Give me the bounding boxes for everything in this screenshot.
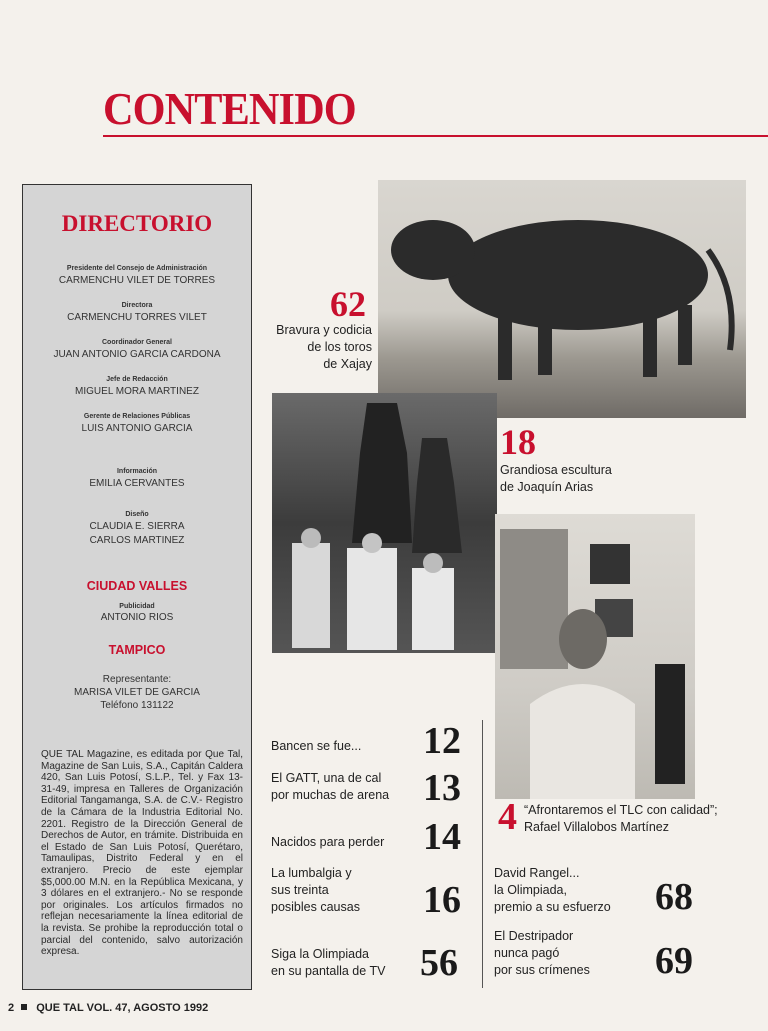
- toc-line: nunca pagó: [494, 946, 560, 960]
- toc-line: La lumbalgia y: [271, 866, 352, 880]
- portrait-photo: [495, 514, 695, 799]
- toc-page-number: 14: [423, 816, 461, 858]
- directory-role: Gerente de Relaciones Públicas: [83, 413, 191, 420]
- directory-name: CARMENCHU VILET DE TORRES: [58, 275, 216, 286]
- directory-role: Coordinador General: [101, 339, 172, 346]
- toc-page-number: 16: [423, 879, 461, 921]
- portrait-icon: [495, 514, 695, 799]
- toc-line: sus treinta: [271, 883, 329, 897]
- square-icon: [21, 1004, 27, 1010]
- directory-phone: Teléfono 131122: [100, 700, 174, 711]
- directory-name: EMILIA CERVANTES: [89, 478, 185, 489]
- feature-page-number: 62: [330, 284, 366, 324]
- toc-line: David Rangel...: [494, 866, 580, 880]
- toc-line: El Destripador: [494, 929, 574, 943]
- directory-name: JUAN ANTONIO GARCIA CARDONA: [53, 349, 221, 360]
- toc-entry-text[interactable]: [271, 865, 360, 916]
- toc-line: por muchas de arena: [271, 788, 390, 802]
- caption-line: de Joaquín Arias: [500, 480, 594, 494]
- toc-line: premio a su esfuerzo: [494, 900, 611, 914]
- toc-entry-text[interactable]: [494, 865, 611, 916]
- footer-text: QUE TAL VOL. 47, AGOSTO 1992: [36, 1002, 209, 1014]
- directory-name: CARMENCHU TORRES VILET: [67, 312, 207, 323]
- toc-divider: [482, 720, 483, 988]
- directory-box: [22, 184, 252, 990]
- directory-title: DIRECTORIO: [61, 211, 213, 236]
- toc-page-number: 12: [423, 720, 461, 762]
- caption-line: Grandiosa escultura: [500, 463, 612, 477]
- directory-role: Presidente del Consejo de Administración: [66, 265, 208, 272]
- toc-line: El GATT, una de cal: [271, 771, 382, 785]
- toc-page-number: 69: [655, 940, 693, 982]
- sculpture-photo: [272, 393, 497, 653]
- toc-entry-text[interactable]: [271, 738, 361, 755]
- directory-name: MIGUEL MORA MARTINEZ: [75, 386, 199, 397]
- page-footer: [8, 1002, 208, 1014]
- toc-page-number: 68: [655, 876, 693, 918]
- directory-role: Información: [116, 468, 158, 475]
- toc-line: en su pantalla de TV: [271, 964, 386, 978]
- toc-line: Siga la Olimpiada: [271, 947, 369, 961]
- toc-line: la Olimpiada,: [494, 883, 567, 897]
- caption-line: Bravura y codicia: [276, 323, 372, 337]
- directory-role: Jefe de Redacción: [106, 376, 168, 383]
- title-rule: [103, 135, 768, 137]
- footer-page-number: 2: [8, 1002, 15, 1014]
- toc-entry-text[interactable]: [494, 928, 590, 979]
- feature-page-number: 18: [500, 422, 536, 462]
- feature-page-number: 4: [498, 796, 517, 838]
- caption-line: Rafael Villalobos Martínez: [524, 820, 669, 834]
- feature-caption: [272, 322, 372, 373]
- directory-role: Representante:: [102, 674, 172, 685]
- directory-name: CARLOS MARTINEZ: [89, 535, 185, 546]
- caption-line: de Xajay: [323, 357, 372, 371]
- city-heading: TAMPICO: [108, 643, 166, 657]
- toc-page-number: 13: [423, 767, 461, 809]
- directory-name: LUIS ANTONIO GARCIA: [81, 423, 193, 434]
- page-title: CONTENIDO: [103, 83, 356, 134]
- directory-role: Directora: [121, 302, 153, 309]
- toc-entry-text[interactable]: [271, 834, 384, 851]
- toc-line: Nacidos para perder: [271, 835, 385, 849]
- directory-name: MARISA VILET DE GARCIA: [74, 687, 200, 698]
- directory-name: ANTONIO RIOS: [100, 612, 174, 623]
- directory-role: Publicidad: [119, 603, 155, 610]
- caption-line: de los toros: [307, 340, 372, 354]
- toc-line: Bancen se fue...: [271, 739, 362, 753]
- caption-line: “Afrontaremos el TLC con calidad”;: [524, 803, 718, 817]
- sculpture-icon: [272, 393, 497, 653]
- toc-line: posibles causas: [271, 900, 360, 914]
- directory-role: Diseño: [125, 511, 149, 518]
- toc-page-number: 56: [420, 942, 458, 984]
- toc-entry-text[interactable]: [271, 946, 385, 980]
- bull-icon: [378, 180, 746, 418]
- masthead-text: QUE TAL Magazine, es editada por Que Tal, Magazine de San Luis, S.A., Capitán Caldera 420, San Luis Potosí, S.L.P., Tel. y Fax 13-31-49, impresa en Talleres de Organización Editorial Tangamanga, S.A. de C.V.- Registro de la Cámara de la Industria Editorial No. 2201. Registro de la Dirección General de Derechos de Autor, en trámite. Distribuida en el Estado de San Luis Potosí, Querétaro, Tamaulipas, Distrito Federal y en el extranjero. Precio de este ejemplar $5,000.00 M.N. en la República Mexicana, y 3 dólares en el extranjero.- No se responde por originales. Los artículos firmados no reflejan necesariamente la línea editorial de la revista. Se prohibe la reproducción total o parcial del contenido, salvo autorización expresa.: [41, 749, 243, 958]
- feature-caption: [500, 462, 660, 496]
- toc-line: por sus crímenes: [494, 963, 590, 977]
- toc-entry-text[interactable]: [271, 770, 389, 804]
- feature-caption: [524, 802, 764, 836]
- directory-name: CLAUDIA E. SIERRA: [89, 521, 185, 532]
- city-heading: CIUDAD VALLES: [86, 579, 188, 593]
- bull-photo: [378, 180, 746, 418]
